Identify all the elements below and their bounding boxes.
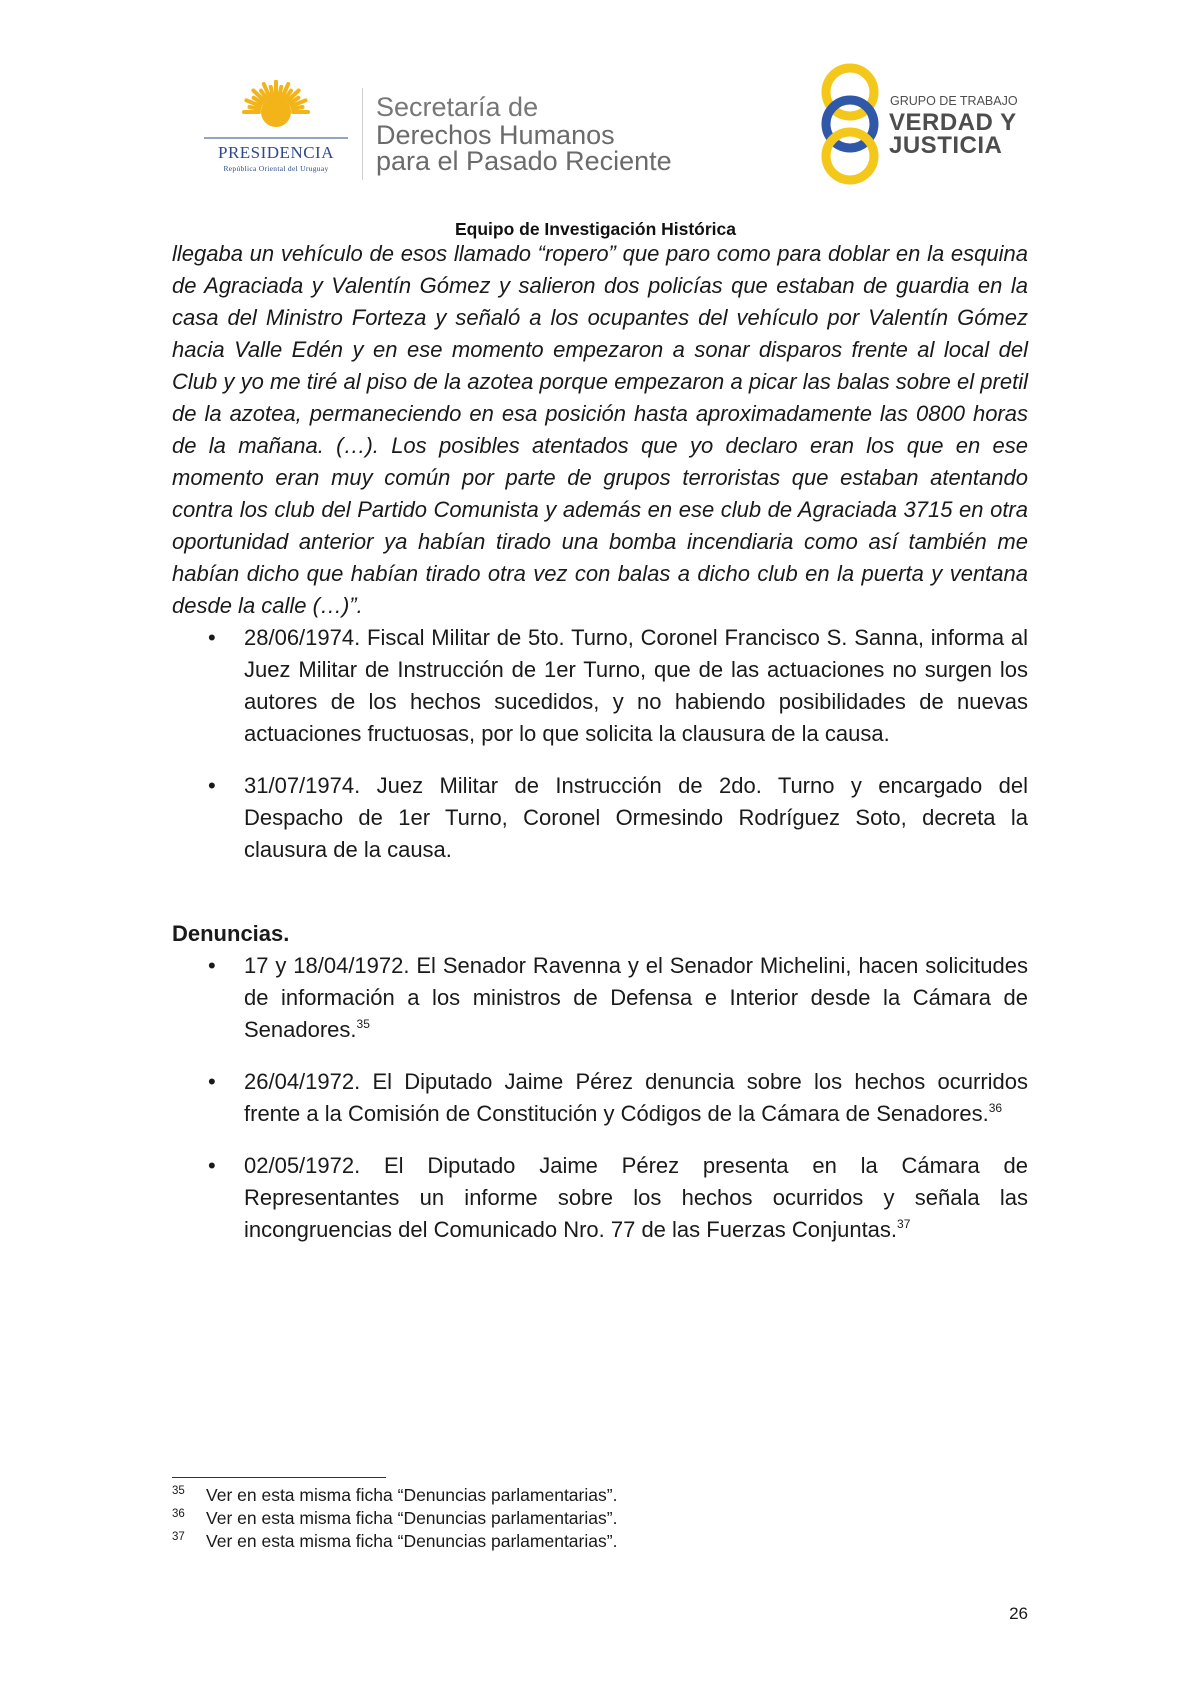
footnotes bbox=[172, 1484, 1028, 1553]
bullet: • bbox=[208, 773, 216, 798]
list-item bbox=[172, 1150, 1028, 1246]
timeline-list bbox=[172, 622, 1028, 866]
header-divider bbox=[362, 88, 363, 180]
footnote bbox=[172, 1507, 1028, 1530]
presidencia-subtitle: República Oriental del Uruguay bbox=[223, 164, 329, 173]
page-header bbox=[0, 0, 1191, 239]
sun-ray bbox=[279, 87, 281, 96]
sun-ray bbox=[293, 107, 303, 109]
list-item-text: 28/06/1974. Fiscal Militar de 5to. Turno, Coronel Francisco S. Sanna, informa al Juez Militar de Instrucción de 1er Turno, que de las actuaciones no surgen los autores de los hechos sucedidos, y no habiendo posibilidades de nuevas actuaciones fructuosas, por lo que solicita la clausura de la causa. bbox=[244, 625, 1028, 746]
footnote-text: Ver en esta misma ficha “Denuncias parlamentarias”. bbox=[206, 1531, 618, 1551]
footnote-ref[interactable]: 35 bbox=[356, 1017, 370, 1031]
list-item bbox=[172, 950, 1028, 1046]
footnote-text: Ver en esta misma ficha “Denuncias parlamentarias”. bbox=[206, 1508, 618, 1528]
section-heading: Denuncias. bbox=[172, 921, 290, 946]
list-item bbox=[172, 622, 1028, 750]
footnote-ref[interactable]: 37 bbox=[897, 1217, 911, 1231]
secretaria-line-2: Derechos Humanos bbox=[376, 120, 615, 150]
verdad-justicia-rings-logo-icon bbox=[808, 62, 892, 186]
bullet: • bbox=[208, 1069, 216, 1094]
footnote-separator bbox=[172, 1477, 386, 1478]
secretaria-line-1: Secretaría de bbox=[376, 92, 539, 122]
secretaria-line-3: para el Pasado Reciente bbox=[376, 146, 672, 176]
denuncias-list bbox=[172, 950, 1028, 1246]
list-item-text: 02/05/1972. El Diputado Jaime Pérez presenta en la Cámara de Representantes un informe sobre los hechos ocurridos y señala las incongruencias del Comunicado Nro. 77 de las Fuerzas Conjuntas. bbox=[244, 1153, 1028, 1242]
footnote-text: Ver en esta misma ficha “Denuncias parlamentarias”. bbox=[206, 1485, 618, 1505]
list-item-text: 31/07/1974. Juez Militar de Instrucción de 2do. Turno y encargado del Despacho de 1er Turno, Coronel Ormesindo Rodríguez Soto, decreta la clausura de la causa. bbox=[244, 773, 1028, 862]
page-number: 26 bbox=[1009, 1604, 1028, 1623]
footnote-number: 37 bbox=[172, 1531, 185, 1543]
presidencia-name: PRESIDENCIA bbox=[217, 143, 334, 162]
bullet: • bbox=[208, 953, 216, 978]
list-item bbox=[172, 1066, 1028, 1130]
footnote-number: 35 bbox=[172, 1485, 185, 1497]
sun-ray bbox=[250, 107, 260, 109]
testimony-quote: llegaba un vehículo de esos llamado “ropero” que paro como para doblar en la esquina de Agraciada y Valentín Gómez y salieron dos policías que estaban de guardia en la casa del Ministro Forteza y señaló a los ocupantes del vehículo por Valentín Gómez hacia Valle Edén y en ese momento empezaron a sonar disparos frente al local del Club y yo me tiré al piso de la azotea porque empezaron a picar las balas sobre el pretil de la azotea, permaneciendo en esa posición hasta aproximadamente las 0800 horas de la mañana. (…). Los posibles atentados que yo declaro eran los que en ese momento eran muy común por parte de grupos terroristas que estaban atentando contra los club del Partido Comunista y además en ese club de Agraciada 3715 en otra oportunidad anterior ya habían tirado una bomba incendiaria como así también me habían dicho que habían tirado otra vez con balas a dicho club en la puerta y ventana desde la calle (…)”. bbox=[172, 241, 1028, 618]
footnote bbox=[172, 1530, 1028, 1553]
gt-subtitle: GRUPO DE TRABAJO bbox=[890, 94, 1018, 108]
footnote bbox=[172, 1484, 1028, 1507]
sun-ray bbox=[271, 87, 273, 96]
bullet: • bbox=[208, 625, 216, 650]
list-item-text: 17 y 18/04/1972. El Senador Ravenna y el Senador Michelini, hacen solicitudes de información a los ministros de Defensa e Interior desde la Cámara de Senadores. bbox=[244, 953, 1028, 1042]
list-item-text: 26/04/1972. El Diputado Jaime Pérez denuncia sobre los hechos ocurridos frente a la Comisión de Constitución y Códigos de la Cámara de Senadores. bbox=[244, 1069, 1028, 1126]
list-item bbox=[172, 770, 1028, 866]
gt-title-line-1: VERDAD Y bbox=[889, 109, 1017, 136]
footnote-number: 36 bbox=[172, 1508, 185, 1520]
bullet: • bbox=[208, 1153, 216, 1178]
gt-title-line-2: JUSTICIA bbox=[889, 132, 1003, 159]
page-body bbox=[172, 238, 1028, 1246]
footnote-ref[interactable]: 36 bbox=[988, 1101, 1003, 1115]
team-title: Equipo de Investigación Histórica bbox=[454, 219, 737, 239]
